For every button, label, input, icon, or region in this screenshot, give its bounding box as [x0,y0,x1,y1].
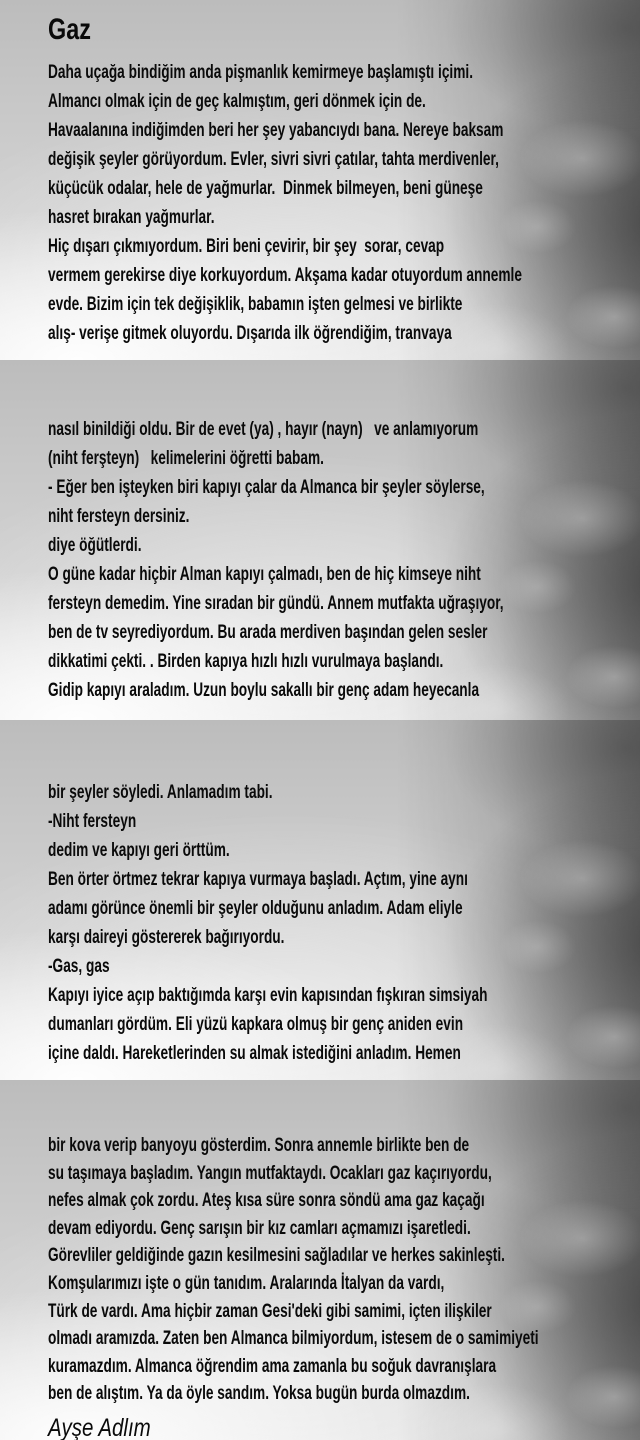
poem-line: Kapıyı iyice açıp baktığımda karşı evin kapısından fışkıran simsiyah [48,985,488,1006]
poem-line: Görevliler geldiğinde gazın kesilmesini sağladılar ve herkes sakinleşti. [48,1245,505,1267]
poem-line: Havaalanına indiğimden beri her şey yabancıydı bana. Nereye baksam [48,120,504,141]
poem-line: adamı görünce önemli bir şeyler olduğunu anladım. Adam eliyle [48,898,463,919]
poem-line: ben de tv seyrediyordum. Bu arada merdiven başından gelen sesler [48,622,488,643]
poem-line: diye öğütlerdi. [48,535,142,556]
poem-line: dumanları gördüm. Eli yüzü kapkara olmuş bir genç aniden evin [48,1014,464,1035]
poem-line: evde. Bizim için tek değişiklik, babamın işten gelmesi ve birlikte [48,294,463,315]
poem-line: su taşımaya başladım. Yangın mutfaktaydı. Ocakları gaz kaçırıyordu, [48,1162,492,1184]
poem-line: Gidip kapıyı araladım. Uzun boylu sakallı bir genç adam heyecanla [48,680,480,701]
poem-line: bir kova verip banyoyu gösterdim. Sonra annemle birlikte ben de [48,1135,470,1156]
poem-line: olmadı aramızda. Zaten ben Almanca bilmiyordum, istesem de o samimiyeti [48,1328,539,1350]
poem-line: karşı daireyi göstererek bağırıyordu. [48,927,285,948]
poem-line: nasıl binildiği oldu. Bir de evet (ya) , hayır (nayn) ve anlamıyorum [48,419,479,440]
poem-line: alış- verişe gitmek oluyordu. Dışarıda ilk öğrendiğim, tranvaya [48,323,452,344]
poem-line: bir şeyler söyledi. Anlamadım tabi. [48,782,273,803]
poem-line: vermem gerekirse diye korkuyordum. Akşama kadar otuyordum annemle [48,265,522,286]
poem-line: ben de alıştım. Ya da öyle sandım. Yoksa bugün burda olmazdım. [48,1383,470,1405]
stanza-3-lines [48,778,488,1068]
stanza-1 [0,0,640,360]
poem-line: kuramazdım. Almanca öğrendim ama zamanla bu soğuk davranışlara [48,1355,497,1377]
poem-line: nefes almak çok zordu. Ateş kısa süre sonra söndü ama gaz kaçağı [48,1190,485,1212]
poem-line: -Gas, gas [48,956,110,977]
poem-line: -Niht fersteyn [48,811,137,832]
poem-line: Daha uçağa bindiğim anda pişmanlık kemirmeye başlamıştı içimi. [48,62,474,83]
stanza-4 [0,1080,640,1440]
poem-line: dikkatimi çekti. . Birden kapıya hızlı hızlı vurulmaya başlandı. [48,651,444,672]
poem-title: Gaz [48,13,91,46]
stanza-4-lines [48,1132,539,1408]
poem-line: içine daldı. Hareketlerinden su almak istediğini anladım. Hemen [48,1043,461,1064]
poem-line: Türk de vardı. Ama hiçbir zaman Gesi'deki gibi samimi, içten ilişkiler [48,1300,492,1322]
poem-line: Ben örter örtmez tekrar kapıya vurmaya başladı. Açtım, yine aynı [48,869,468,890]
poem-line: devam ediyordu. Genç sarışın bir kız camları açmamızı işaretledi. [48,1217,471,1239]
author-name: Ayşe Adlım [48,1413,151,1440]
poem-line: Almancı olmak için de geç kalmıştım, geri dönmek için de. [48,91,426,112]
poem-line: dedim ve kapıyı geri örttüm. [48,840,230,861]
poem-line: (niht ferşteyn) kelimelerini öğretti babam. [48,448,324,469]
poem-line: Hiç dışarı çıkmıyordum. Biri beni çevirir, bir şey sorar, cevap [48,236,445,257]
poem-line: fersteyn demedim. Yine sıradan bir gündü. Annem mutfakta uğraşıyor, [48,593,504,614]
poem-line: niht fersteyn dersiniz. [48,506,190,527]
poem-line: Komşularımızı işte o gün tanıdım. Aralarında İtalyan da vardı, [48,1272,445,1294]
stanza-2-lines [48,415,504,705]
poem-line: küçücük odalar, hele de yağmurlar. Dinmek bilmeyen, beni güneşe [48,178,483,199]
poem-line: O güne kadar hiçbir Alman kapıyı çalmadı, ben de hiç kimseye niht [48,564,481,585]
stanza-1-lines [48,58,522,348]
stanza-3 [0,720,640,1080]
poem-line: değişik şeyler görüyordum. Evler, sivri sivri çatılar, tahta merdivenler, [48,149,499,170]
poem-line: hasret bırakan yağmurlar. [48,207,215,228]
stanza-2 [0,360,640,720]
poem-line: - Eğer ben işteyken biri kapıyı çalar da Almanca bir şeyler söylerse, [48,477,485,498]
